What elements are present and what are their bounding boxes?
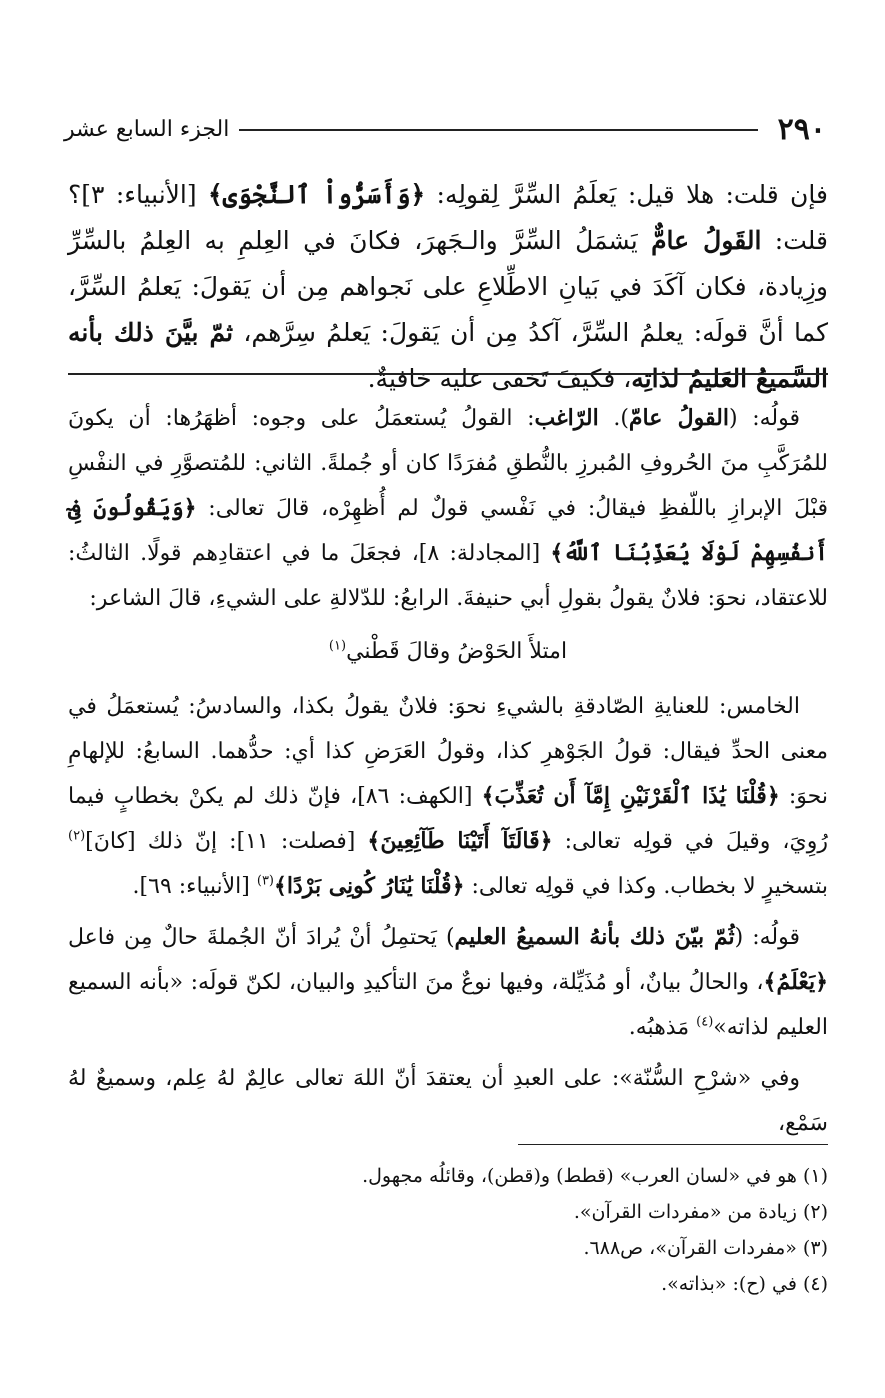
text-segment: بتسخيرٍ لا بخطاب. وكذا في قولِه تعالى: xyxy=(464,874,828,899)
quran-quote: ﴿وَيَقُولُونَ فِىٓ أَنفُسِهِمْ لَوْلَا يُعَذِّبُنَا ٱللَّهُ﴾ xyxy=(68,495,829,566)
text-segment: وفي «شرْحِ السُّنّة»: على العبدِ أن يعتقدَ أنّ اللهَ تعالى عالِمٌ لهُ عِلم، وسميعٌ لهُ سَمْع، xyxy=(68,1066,828,1136)
text-segment: الخامس: للعنايةِ الصّادقةِ بالشيءِ نحوَ: فلانٌ يقولُ بكذا، والسادسُ: يُستعمَلُ في معنى الحدِّ فيقال: قولُ الجَوْهرِ كذا، وقولُ العَرَضِ كذا أي: حدُّهما. السابعُ: للإلهامِ نحوَ: xyxy=(68,694,828,809)
main-text xyxy=(68,172,828,402)
text-segment: [فصلت: ١١]: إنّ ذلك [كانَ] xyxy=(85,829,368,854)
quran-quote: ﴿قُلْنَا يَٰذَا ٱلْقَرْنَيْنِ إِمَّآ أَن تُعَذِّبَ﴾ xyxy=(481,783,780,809)
footnote-ref: (٢) xyxy=(68,828,86,844)
main-text-segment: يَشمَلُ السِّرَّ والـجَهرَ، فكانَ في العِلمِ به العِلمُ بالسِّرِّ وزِيادة، فكان آكَدَ في بَيانِ الاطِّلاعِ على نَجواهم مِن أن يَقولَ: يَعلمُ السِّرَّ، كما أنَّ قولَه: يعلمُ السِّرَّ، آكدُ مِن أن يَقولَ: يَعلمُ سِرَّهم، xyxy=(68,226,828,347)
bold-phrase: القَولُ عامٌّ xyxy=(651,226,762,255)
text-segment: [الكهف: ٨٦]، فإنّ ذلك لم يكنْ بخطابٍ فيما رُوِيَ، وقيلَ في قولِه تعالى: xyxy=(68,784,828,854)
text-segment: [المجادلة: ٨]، فجعَلَ ما في اعتقادِهم قولًا. الثالثُ: للاعتقاد، نحوَ: فلانٌ يقولُ بقولِ أبي حنيفةَ. الرابعُ: للدّلالةِ على الشيءِ، قالَ الشاعر: xyxy=(68,541,828,611)
footnote-ref: (١) xyxy=(328,638,347,654)
footnote-ref: (٣) xyxy=(256,873,274,889)
section-divider xyxy=(68,373,828,375)
bold-phrase: القولُ عامّ xyxy=(628,405,729,431)
text-segment: ). xyxy=(598,406,629,431)
commentary-paragraph-3 xyxy=(68,915,828,1050)
text-segment: ، والحالُ بيانٌ، أو مُذَيِّلة، وفيها نوعٌ منَ التأكيدِ والبيان، لكنّ قولَه: «بأنه السميع العليم لذاته» xyxy=(68,970,828,1040)
verse-text: امتلأَ الحَوْضُ وقالَ قَطْني xyxy=(346,639,568,664)
commentary-paragraph-2 xyxy=(68,684,828,909)
footnote-divider xyxy=(518,1144,828,1145)
page-number: ٢٩٠ xyxy=(777,112,826,147)
quran-quote: ﴿وَأَسَرُّواْ ٱلنَّجْوَى﴾ xyxy=(207,180,426,209)
main-text-segment: ، فكيفَ تَخفى عليه خافيةٌ. xyxy=(367,364,632,393)
quran-quote: ﴿قُلْنَا يَٰنَارُ كُونِى بَرْدًا﴾ xyxy=(274,873,465,899)
text-segment: مَذهبُه. xyxy=(628,1015,697,1040)
footnotes xyxy=(68,1158,828,1302)
text-segment: ) يَحتمِلُ أنْ يُرادَ أنّ الجُملةَ حالٌ مِن فاعل xyxy=(68,925,455,950)
quran-quote: ﴿يَعْلَمُ﴾ xyxy=(763,969,828,995)
bold-phrase: ثُمّ بيّنَ ذلك بأنهُ السميعُ العليم xyxy=(454,924,735,950)
commentary-paragraph-4 xyxy=(68,1056,828,1146)
footnote: (٢) زيادة من «مفردات القرآن». xyxy=(573,1201,828,1223)
running-title: الجزء السابع عشر xyxy=(64,117,230,142)
footnote-ref: (٤) xyxy=(696,1014,714,1030)
footnote: (٣) «مفردات القرآن»، ص٦٨٨. xyxy=(583,1237,828,1259)
poetry-verse xyxy=(68,629,828,674)
bold-phrase: ثمّ بيَّنَ ذلك بأنه السَّميعُ العَليمُ لذاتِه xyxy=(68,318,828,393)
commentary-paragraph-1 xyxy=(68,396,828,621)
bold-phrase: الرّاغب xyxy=(534,405,599,431)
header-rule xyxy=(239,129,757,131)
main-paragraph xyxy=(68,172,828,402)
text-segment: [الأنبياء: ٦٩]. xyxy=(132,874,257,899)
main-text-segment: فإن قلت: هلا قيل: يَعلَمُ السِّرَّ لِقولِه: xyxy=(425,180,828,209)
text-segment: : القولُ يُستعمَلُ على وجوه: أظهَرُها: أن يكونَ للمُرَكَّبِ منَ الحُروفِ المُبرزِ بالنُّطقِ مُفرَدًا كان أو جُملةً. الثاني: للمُتصوَّرِ في النفْسِ قبْلَ الإبرازِ باللّفظِ فيقالُ: في نَفْسي قولٌ لم أُظهِرْه، قالَ تعالى: xyxy=(68,406,828,521)
text-segment: قولُه: ( xyxy=(734,925,801,950)
footnote: (١) هو في «لسان العرب» (قطط) و(قطن)، وقائلُه مجهول. xyxy=(362,1165,828,1187)
footnote: (٤) في (ح): «بذاته». xyxy=(661,1273,828,1295)
quran-quote: ﴿قَالَتَآ أَتَيْنَا طَآئِعِينَ﴾ xyxy=(367,828,553,854)
commentary xyxy=(68,396,828,1146)
text-segment: قولُه: ( xyxy=(728,406,800,431)
page-header xyxy=(64,112,826,147)
main-text-segment: [الأنبياء: ٣]؟ قلت: xyxy=(68,180,829,255)
